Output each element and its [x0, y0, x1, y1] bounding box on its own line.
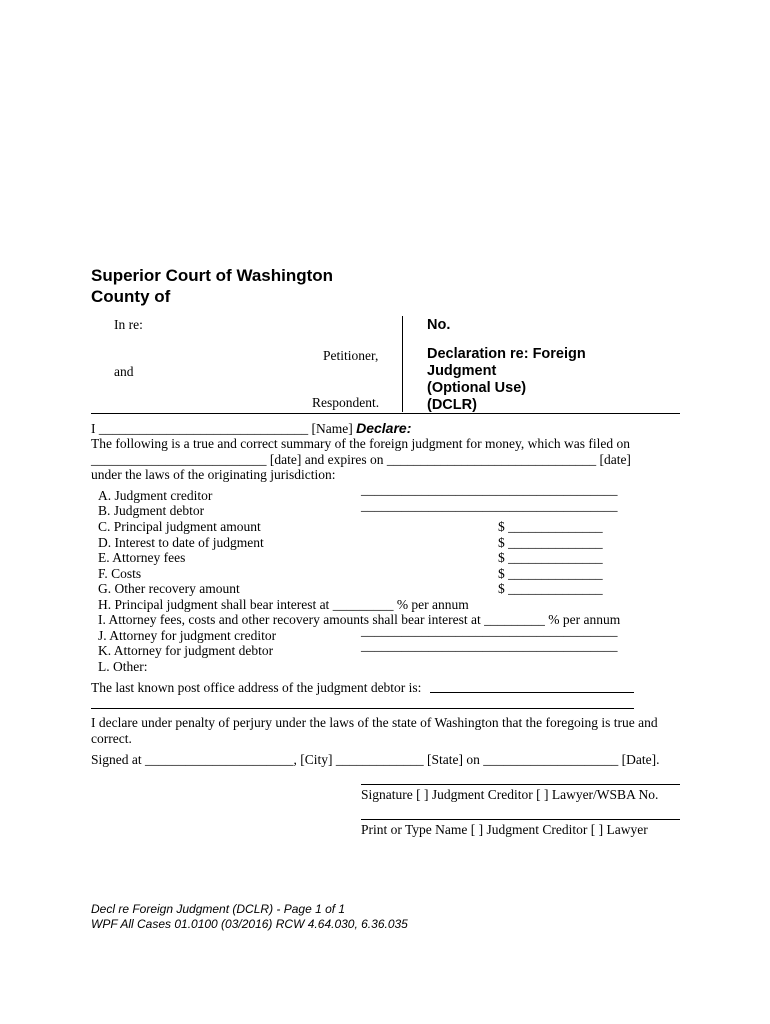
footer-page-info: Decl re Foreign Judgment (DCLR) - Page 1 of 1 — [91, 902, 346, 916]
item-b-label: B. Judgment debtor — [98, 503, 205, 518]
summary-line-2[interactable]: __________________________ [date] and expires on _______________________________ [date] — [91, 452, 631, 467]
item-l-label: L. Other: — [98, 659, 148, 674]
case-number-label: No. — [427, 317, 451, 333]
item-i-label[interactable]: I. Attorney fees, costs and other recovery amounts shall bear interest at _________ % per annum — [98, 612, 621, 627]
print-name-line[interactable] — [361, 819, 680, 820]
print-name-label: Print or Type Name [ ] Judgment Creditor [ ] Lawyer — [361, 822, 648, 837]
item-k-label: K. Attorney for judgment debtor — [98, 643, 274, 658]
signed-at-line[interactable]: Signed at ______________________, [City] _____________ [State] on ____________________ [Date]. — [91, 752, 660, 767]
item-e-label: E. Attorney fees — [98, 550, 186, 565]
declarant-name-blank[interactable]: I _______________________________ [Name] — [91, 421, 353, 436]
form-title-line4: (DCLR) — [427, 397, 477, 413]
item-d-label: D. Interest to date of judgment — [98, 535, 264, 550]
address-label: The last known post office address of the judgment debtor is: — [91, 680, 422, 695]
item-d-blank[interactable]: $ ______________ — [498, 535, 603, 550]
item-b-blank[interactable]: ______________________________________ — [361, 498, 618, 513]
item-a-blank[interactable]: ______________________________________ — [361, 482, 618, 497]
item-c-blank[interactable]: $ ______________ — [498, 519, 603, 534]
court-name: Superior Court of Washington — [91, 266, 334, 285]
form-title-line2: Judgment — [427, 363, 497, 379]
declarant-line — [91, 420, 411, 437]
address-blank-line-1[interactable] — [430, 692, 634, 693]
respondent-label: Respondent. — [312, 395, 380, 410]
item-h-label[interactable]: H. Principal judgment shall bear interest at _________ % per annum — [98, 597, 469, 612]
declare-heading: Declare: — [356, 420, 412, 436]
footer-form-code: WPF All Cases 01.0100 (03/2016) RCW 4.64.030, 6.36.035 — [91, 917, 408, 931]
item-j-label: J. Attorney for judgment creditor — [98, 628, 277, 643]
summary-line-1: The following is a true and correct summary of the foreign judgment for money, which was filed on — [91, 436, 630, 451]
item-e-blank[interactable]: $ ______________ — [498, 550, 603, 565]
item-a-label: A. Judgment creditor — [98, 488, 213, 503]
caption-divider — [402, 316, 403, 412]
signature-label: Signature [ ] Judgment Creditor [ ] Lawyer/WSBA No. — [361, 787, 659, 802]
petitioner-label: Petitioner, — [323, 348, 379, 363]
form-title-line3: (Optional Use) — [427, 380, 527, 396]
form-title-line1: Declaration re: Foreign — [427, 346, 586, 362]
summary-line-3: under the laws of the originating jurisdiction: — [91, 467, 336, 482]
signature-line[interactable] — [361, 784, 680, 785]
item-k-blank[interactable]: ______________________________________ — [361, 638, 618, 653]
perjury-line-1: I declare under penalty of perjury under the laws of the state of Washington that the foregoing is true and — [91, 715, 658, 730]
item-f-blank[interactable]: $ ______________ — [498, 566, 603, 581]
in-re-label: In re: — [114, 317, 143, 332]
county-label: County of — [91, 287, 171, 306]
and-label: and — [114, 364, 134, 379]
address-blank-line-2[interactable] — [91, 708, 634, 709]
item-g-blank[interactable]: $ ______________ — [498, 581, 603, 596]
caption-bottom-rule — [91, 413, 680, 414]
item-g-label: G. Other recovery amount — [98, 581, 240, 596]
perjury-line-2: correct. — [91, 731, 132, 746]
item-c-label: C. Principal judgment amount — [98, 519, 261, 534]
item-f-label: F. Costs — [98, 566, 142, 581]
item-j-blank[interactable]: ______________________________________ — [361, 623, 618, 638]
